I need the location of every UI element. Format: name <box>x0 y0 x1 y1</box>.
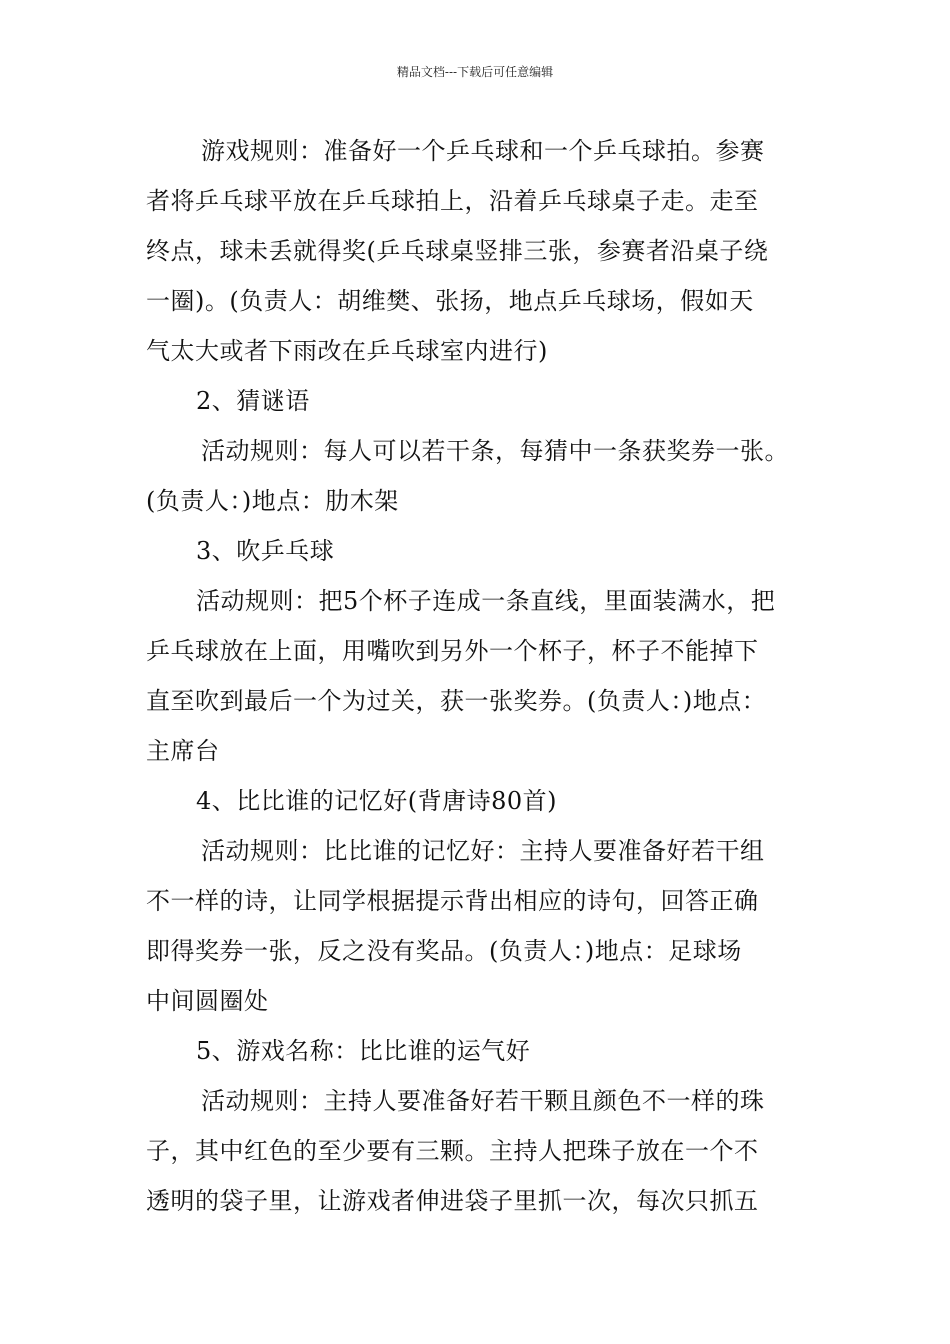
paragraph-line: 游戏规则：准备好一个乒乓球和一个乒乓球拍。参赛 <box>201 137 765 165</box>
paragraph-line: 不一样的诗，让同学根据提示背出相应的诗句，回答正确 <box>146 887 759 915</box>
paragraph-line: 乒乓球放在上面，用嘴吹到另外一个杯子，杯子不能掉下 <box>146 637 759 665</box>
paragraph-line: 活动规则：把5个杯子连成一条直线，里面装满水，把 <box>196 587 776 615</box>
page-header: 精品文档---下载后可任意编辑 <box>396 65 554 79</box>
document-body <box>146 126 818 1226</box>
paragraph-line: 子，其中红色的至少要有三颗。主持人把珠子放在一个不 <box>146 1137 759 1165</box>
paragraph-line: 中间圆圈处 <box>146 987 269 1015</box>
paragraph-line: 活动规则：比比谁的记忆好：主持人要准备好若干组 <box>201 837 765 865</box>
paragraph-line: 即得奖券一张，反之没有奖品。(负责人：)地点：足球场 <box>146 937 742 965</box>
paragraph-line: 者将乒乓球平放在乒乓球拍上，沿着乒乓球桌子走。走至 <box>146 187 759 215</box>
paragraph-line: 气太大或者下雨改在乒乓球室内进行) <box>146 337 548 365</box>
section-heading: 4、比比谁的记忆好(背唐诗80首) <box>196 787 558 815</box>
paragraph-line: 一圈)。(负责人：胡维樊、张扬，地点乒乓球场，假如天 <box>146 287 754 315</box>
paragraph-line: 活动规则：每人可以若干条，每猜中一条获奖券一张。 <box>201 437 789 465</box>
paragraph-line: 终点，球未丢就得奖(乒乓球桌竖排三张，参赛者沿桌子绕 <box>146 237 769 265</box>
paragraph-line: 主席台 <box>146 737 220 765</box>
section-heading: 2、猜谜语 <box>196 387 310 415</box>
section-heading: 3、吹乒乓球 <box>196 537 335 565</box>
paragraph-line: 直至吹到最后一个为过关，获一张奖券。(负责人：)地点： <box>146 687 767 715</box>
paragraph-line: (负责人：)地点：肋木架 <box>146 487 399 515</box>
section-heading: 5、游戏名称：比比谁的运气好 <box>196 1037 531 1065</box>
paragraph-line: 透明的袋子里，让游戏者伸进袋子里抓一次，每次只抓五 <box>146 1187 759 1215</box>
paragraph-line: 活动规则：主持人要准备好若干颗且颜色不一样的珠 <box>201 1087 765 1115</box>
